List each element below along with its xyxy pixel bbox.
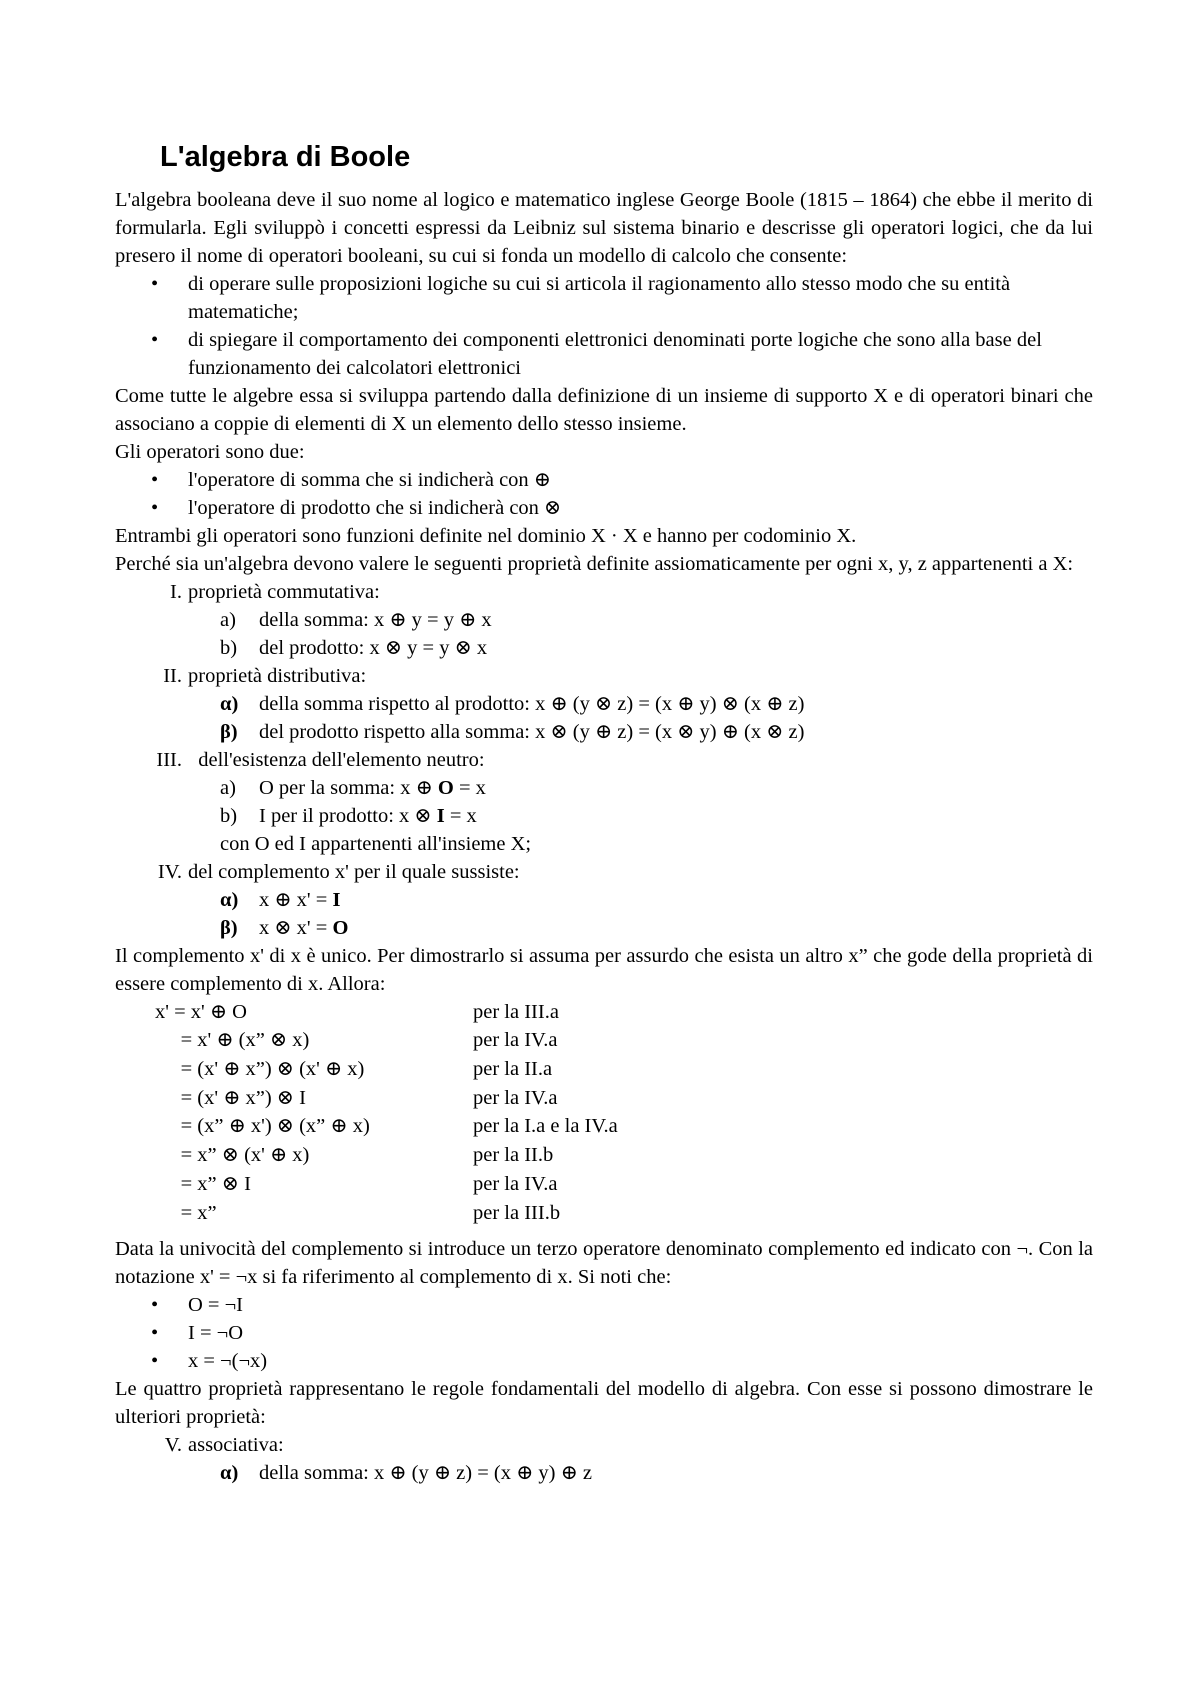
bullet-icon: • <box>151 1350 159 1372</box>
rules-paragraph: Le quattro proprietà rappresentano le regole fondamentali del modello di algebra. Con esse si possono dimostrare le ulteriori proprietà: <box>115 1378 1093 1428</box>
bullet-icon: • <box>151 329 159 351</box>
bullet-icon: • <box>151 1294 159 1316</box>
property-associative: V. associativa: <box>164 1434 284 1456</box>
property-note: con O ed I appartenenti all'insieme X; <box>220 833 532 855</box>
list-item: • di spiegare il comportamento dei componenti elettronici denominati porte logiche che sono alla base del funzionamento dei calcolatori elettronici <box>115 326 1093 382</box>
list-item: • l'operatore di prodotto che si indicherà con ⊗ <box>115 494 1093 522</box>
domain-paragraph: Entrambi gli operatori sono funzioni definite nel dominio X · X e hanno per codominio X. <box>115 525 857 547</box>
axioms-paragraph: Perché sia un'algebra devono valere le seguenti proprietà definite assiomaticamente per ogni x, y, z appartenenti a X: <box>115 553 1074 575</box>
property-item: b) I per il prodotto: x ⊗ I = x <box>220 805 477 827</box>
uniqueness-paragraph: Il complemento x' di x è unico. Per dimostrarlo si assuma per assurdo che esista un altro x” che gode della proprietà di essere complemento di x. Allora: <box>115 945 1093 995</box>
bullet-icon: • <box>151 497 159 519</box>
proof-table <box>115 998 1093 1235</box>
proof-row: = x” ⊗ (x' ⊕ x) per la II.b <box>155 1144 554 1166</box>
bullet-icon: • <box>151 1322 159 1344</box>
list-item: • O = ¬I <box>115 1291 1093 1319</box>
uses-list <box>115 270 1093 382</box>
property-complement: IV. del complemento x' per il quale sussiste: <box>157 861 520 883</box>
operators-paragraph: Gli operatori sono due: <box>115 441 305 463</box>
property-item: b) del prodotto: x ⊗ y = y ⊗ x <box>220 637 488 659</box>
property-item: a) della somma: x ⊕ y = y ⊕ x <box>220 609 492 631</box>
property-item: β) del prodotto rispetto alla somma: x ⊗ (y ⊕ z) = (x ⊗ y) ⊕ (x ⊗ z) <box>220 721 805 743</box>
property-neutral-element: III. dell'esistenza dell'elemento neutro: <box>156 749 485 771</box>
bullet-icon: • <box>151 469 159 491</box>
list-item: • l'operatore di somma che si indicherà con ⊕ <box>115 466 1093 494</box>
document-body <box>115 186 1093 1487</box>
property-item: α) x ⊕ x' = I <box>220 889 341 911</box>
list-item: • di operare sulle proposizioni logiche su cui si articola il ragionamento allo stesso modo che su entità matematiche; <box>115 270 1093 326</box>
proof-row: = (x' ⊕ x”) ⊗ (x' ⊕ x) per la II.a <box>155 1058 553 1080</box>
property-item: a) O per la somma: x ⊕ O = x <box>220 777 486 799</box>
proof-row: = (x' ⊕ x”) ⊗ I per la IV.a <box>155 1087 558 1109</box>
proof-row: = x” ⊗ I per la IV.a <box>155 1173 558 1195</box>
support-paragraph: Come tutte le algebre essa si sviluppa partendo dalla definizione di un insieme di supporto X e di operatori binari che associano a coppie di elementi di X un elemento dello stesso insieme. <box>115 385 1093 435</box>
operators-list <box>115 466 1093 522</box>
property-distributive: II. proprietà distributiva: <box>163 665 367 687</box>
notes-list <box>115 1291 1093 1375</box>
proof-row: x' = x' ⊕ O per la III.a <box>155 1001 559 1023</box>
page-title: L'algebra di Boole <box>160 141 411 173</box>
proof-row: = x' ⊕ (x” ⊗ x) per la IV.a <box>155 1029 558 1051</box>
complement-paragraph: Data la univocità del complemento si introduce un terzo operatore denominato complemento ed indicato con ¬. Con la notazione x' = ¬x si fa riferimento al complemento di x. Si noti che: <box>115 1238 1093 1288</box>
list-item: • I = ¬O <box>115 1319 1093 1347</box>
property-item: α) della somma rispetto al prodotto: x ⊕ (y ⊗ z) = (x ⊕ y) ⊗ (x ⊕ z) <box>220 693 805 715</box>
property-item: α) della somma: x ⊕ (y ⊕ z) = (x ⊕ y) ⊕ z <box>220 1462 593 1484</box>
proof-row: = (x” ⊕ x') ⊗ (x” ⊕ x) per la I.a e la IV.a <box>155 1115 618 1137</box>
property-commutative: I. proprietà commutativa: <box>170 581 380 603</box>
intro-paragraph: L'algebra booleana deve il suo nome al logico e matematico inglese George Boole (1815 – 1864) che ebbe il merito di formularla. Egli sviluppò i concetti espressi da Leibniz sul sistema binario e descrisse gli operatori logici, che da lui presero il nome di operatori booleani, su cui si fonda un modello di calcolo che consente: <box>115 189 1093 267</box>
bullet-icon: • <box>151 273 159 295</box>
property-item: β) x ⊗ x' = O <box>220 917 349 939</box>
list-item: • x = ¬(¬x) <box>115 1347 1093 1375</box>
proof-row: = x” per la III.b <box>155 1202 561 1224</box>
